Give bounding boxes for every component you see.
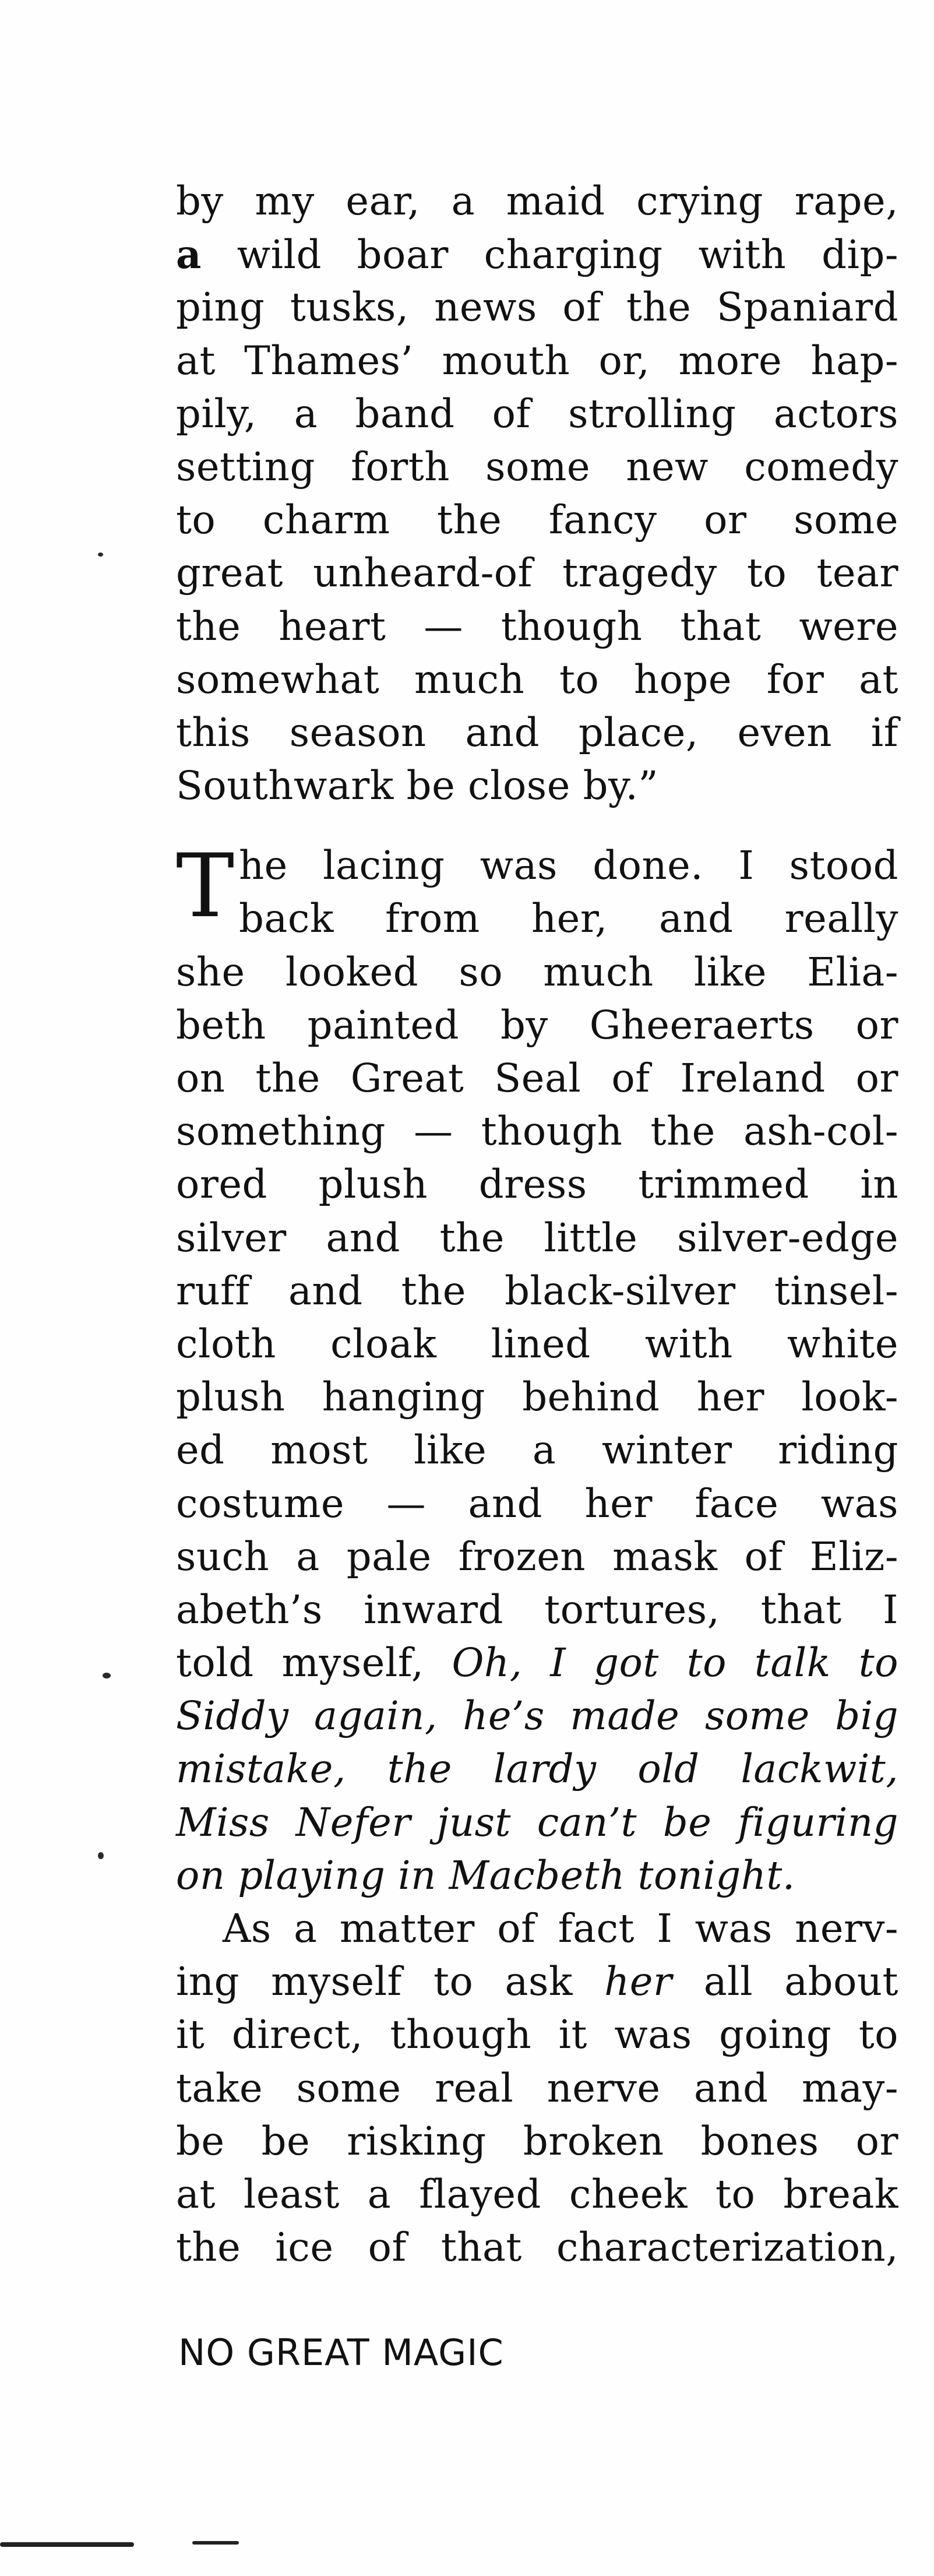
text-line: he lacing was done. I stood [239, 843, 898, 889]
text-line: by my ear, a maid crying rape, [176, 178, 898, 224]
text-line: take some real nerve and may- [176, 2065, 898, 2111]
scan-speck [98, 552, 103, 557]
scan-edge-smudge [192, 2541, 239, 2545]
scan-speck [98, 1852, 104, 1859]
text-line: to charm the fancy or some [176, 497, 898, 543]
running-footer: NO GREAT MAGIC [178, 2331, 504, 2374]
text-line [176, 1955, 898, 2008]
text-line: such a pale frozen mask of Eliz- [176, 1533, 898, 1579]
text-line: ed most like a winter riding [176, 1427, 898, 1473]
text-line: the heart — though that were [176, 603, 898, 649]
text-line: at Thames’ mouth or, more hap- [176, 337, 898, 383]
text-line: abeth’s inward tortures, that I [176, 1586, 898, 1632]
text-line: back from her, and really [239, 896, 898, 942]
text-line: silver and the little silver-edge [176, 1215, 898, 1261]
paragraph-3 [176, 1902, 898, 2274]
text-line [176, 1637, 898, 1690]
text-line: beth painted by Gheeraerts or [176, 1002, 898, 1048]
drop-cap: T [176, 836, 235, 938]
text-line: on the Great Seal of Ireland or [176, 1055, 898, 1101]
paragraph-1 [176, 175, 898, 812]
text-line: costume — and her face was [176, 1480, 898, 1526]
text-line: at least a flayed cheek to break [176, 2171, 898, 2217]
text-line: she looked so much like Elia- [176, 949, 898, 995]
text-line: a wild boar charging with dip- [176, 231, 898, 278]
text-line: ored plush dress trimmed in [176, 1162, 898, 1208]
text-line: it direct, though it was going to [176, 2012, 898, 2058]
text-line: be be risking broken bones or [176, 2118, 898, 2164]
text-line: somewhat much to hope for at [176, 656, 898, 702]
paragraph-2 [176, 836, 898, 1902]
text-line: the ice of that characterization, [176, 2225, 898, 2271]
italic-line: Miss Nefer just can’t be figuring [176, 1799, 898, 1845]
emphasis-word: her [604, 1959, 672, 2005]
text-column [176, 175, 898, 2274]
italic-line: on playing in Macbeth tonight. [176, 1852, 795, 1898]
text-line-lead: told myself, [176, 1640, 424, 1686]
text-line: cloth cloak lined with white [176, 1321, 898, 1367]
paragraph-gap [176, 812, 898, 839]
scan-edge-smudge [0, 2542, 134, 2547]
italic-line: Siddy again, he’s made some big [176, 1693, 898, 1739]
text-line: Southwark be close by.” [176, 763, 659, 809]
text-line: ruff and the black-silver tinsel- [176, 1268, 898, 1314]
italic-line: mistake, the lardy old lackwit, [176, 1746, 898, 1792]
text-line-lead: ing myself to ask [176, 1959, 573, 2005]
text-line: something — though the ash-col- [176, 1108, 898, 1155]
italic-thought: Oh, I got to talk to [452, 1640, 898, 1686]
text-line-rest: wild boar charging with dip- [201, 232, 898, 278]
text-line-tail: all about [703, 1959, 898, 2005]
text-line: great unheard-of tragedy to tear [176, 550, 898, 596]
text-line: As a matter of fact I was nerv- [223, 1906, 898, 1951]
text-line: setting forth some new comedy [176, 444, 898, 490]
text-line: this season and place, even if [176, 709, 898, 755]
scan-speck [103, 1673, 111, 1678]
text-line: plush hanging behind her look- [176, 1374, 898, 1420]
text-line: pily, a band of strolling actors [176, 390, 898, 437]
text-line: ping tusks, news of the Spaniard [176, 284, 898, 330]
